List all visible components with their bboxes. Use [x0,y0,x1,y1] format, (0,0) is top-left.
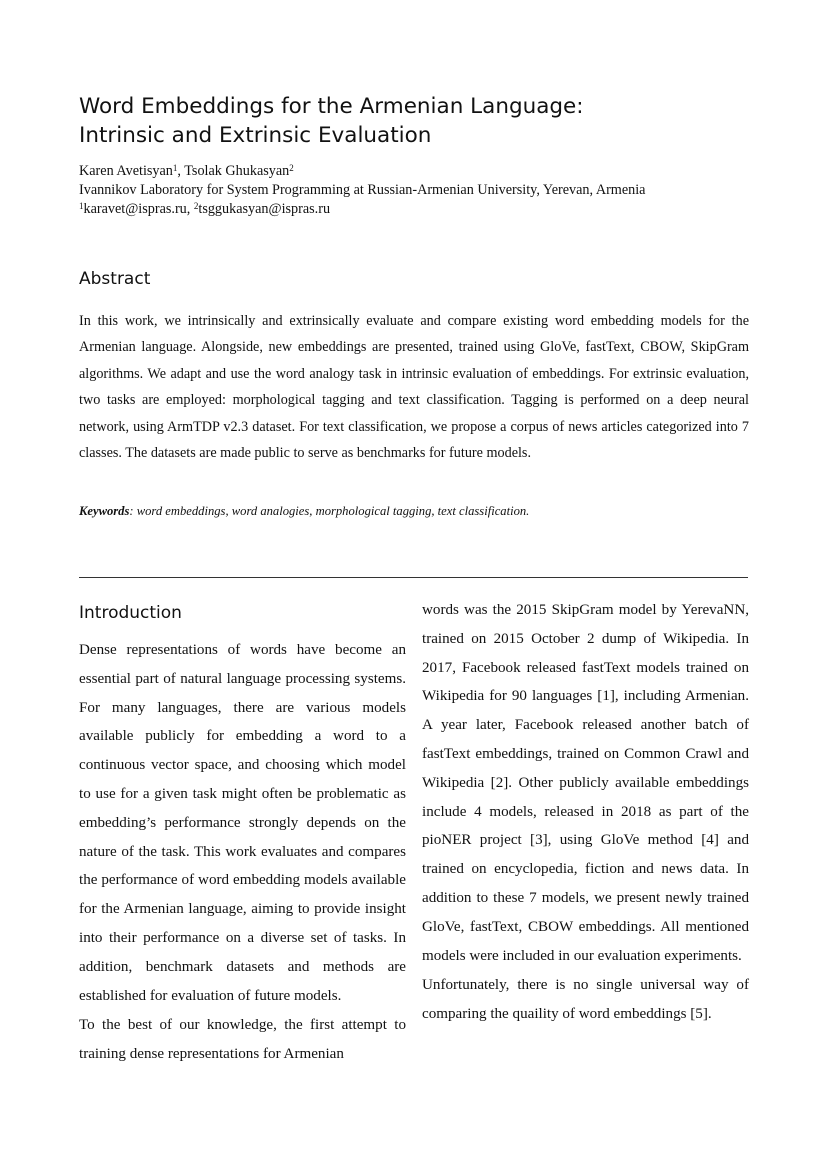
paper-title [79,92,759,150]
author-block [79,162,779,219]
keywords-label: Keywords [79,504,130,518]
abstract-heading: Abstract [79,269,151,289]
email-1-sup: 1 [79,201,84,211]
title-line-2: Intrinsic and Extrinsic Evaluation [79,123,432,148]
affiliation: Ivannikov Laboratory for System Programming at Russian-Armenian University, Yerevan, Armenia [79,182,646,198]
intro-left-paragraph-2: To the best of our knowledge, the first attempt to training dense representations for Armenian [79,1017,406,1063]
abstract-text: In this work, we intrinsically and extrinsically evaluate and compare existing word embedding models for the Armenian language. Alongside, new embeddings are presented, trained using GloVe, fastText, CBOW, SkipGram algorithms. We adapt and use the word analogy task in intrinsic evaluation of embeddings. For extrinsic evaluation, two tasks are employed: morphological tagging and text classification. Tagging is performed on a deep neural network, using ArmTDP v2.3 dataset. For text classification, we propose a corpus of news articles categorized into 7 classes. The datasets are made public to serve as benchmarks for future models. [79,313,749,462]
email-1: karavet@ispras.ru, [83,201,194,217]
author-names [79,162,779,181]
intro-left-paragraph-1: Dense representations of words have become an essential part of natural language processing systems. For many languages, there are various models available publicly for embedding a word to a continuous vector space, and choosing which model to use for a given task might often be problematic as embedding’s performance strongly depends on the nature of the task. This work evaluates and compares the performance of word embedding models available for the Armenian language, aiming to provide insight into their performance on a diverse set of tasks. In addition, benchmark datasets and methods are established for evaluation of future models. [79,642,406,1004]
intro-right-paragraph-2: Unfortunately, there is no single universal way of comparing the quaility of word embeddings [5]. [422,977,749,1023]
emails [79,200,779,219]
title-line-1: Word Embeddings for the Armenian Language: [79,94,584,119]
keywords-text: : word embeddings, word analogies, morphological tagging, text classification. [129,504,530,518]
author-1-sup: 1 [172,163,178,173]
author-2-sup: 2 [289,163,294,173]
email-2: tsggukasyan@ispras.ru [198,201,331,217]
keywords-line [79,502,759,520]
author-separator: , [177,163,185,179]
author-2: Tsolak Ghukasyan [184,163,290,179]
intro-right-paragraph-1: words was the 2015 SkipGram model by YerevaNN, trained on 2015 October 2 dump of Wikipedia. In 2017, Facebook released fastText models trained on Wikipedia for 90 languages [1], including Armenian. A year later, Facebook released another batch of fastText embeddings, trained on Common Crawl and Wikipedia [2]. Other publicly available embeddings include 4 models, released in 2018 as part of the pioNER project [3], using GloVe method [4] and trained on encyclopedia, fiction and news data. In addition to these 7 models, we present newly trained GloVe, fastText, CBOW embeddings. All mentioned models were included in our evaluation experiments. [422,602,749,964]
introduction-heading: Introduction [79,603,182,623]
author-1: Karen Avetisyan [79,163,173,179]
email-2-sup: 2 [193,201,199,211]
intro-right-column [422,596,749,1029]
intro-left-column [79,636,406,1069]
section-divider [79,577,748,578]
